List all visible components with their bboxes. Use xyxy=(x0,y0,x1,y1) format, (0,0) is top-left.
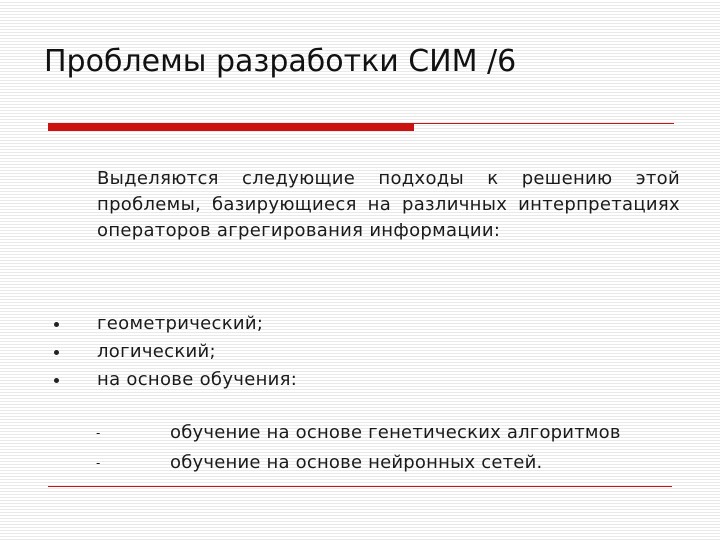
dash-marker: - xyxy=(96,426,101,440)
bullet-icon xyxy=(54,350,59,355)
list-item-text: на основе обучения: xyxy=(97,369,298,390)
sub-list-item-text: обучение на основе генетических алгоритмов xyxy=(170,422,621,443)
slide-title: Проблемы разработки СИМ /6 xyxy=(44,44,517,79)
sub-list-item-text: обучение на основе нейронных сетей. xyxy=(170,452,543,473)
list-item-text: геометрический; xyxy=(97,313,264,334)
title-underline-thin xyxy=(414,123,674,124)
dash-marker: - xyxy=(96,456,101,470)
bullet-icon xyxy=(54,322,59,327)
title-underline-thick xyxy=(48,123,414,131)
list-item-text: логический; xyxy=(97,341,216,362)
footer-rule xyxy=(48,486,672,487)
intro-paragraph: Выделяются следующие подходы к решению этой проблемы, базирующиеся на различных интерпретациях операторов агрегирования информации: xyxy=(97,168,680,241)
bullet-icon xyxy=(54,378,59,383)
